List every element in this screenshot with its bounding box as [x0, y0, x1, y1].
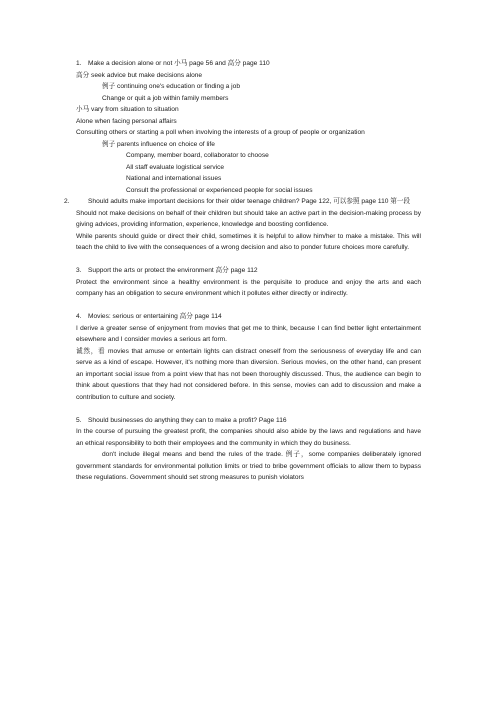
text-line: National and international issues — [126, 175, 222, 182]
document-page — [64, 58, 421, 484]
text-line: Consult the professional or experienced people for social issues — [126, 186, 313, 194]
section-number: 4. — [76, 313, 82, 320]
paragraph: Should not make decisions on behalf of their children but should take an active part in the decision-making process by giving advices, providing information, experience, knowledge and boosting confidence. — [76, 209, 421, 228]
section-number: 3. — [76, 267, 82, 274]
section-5-heading — [76, 415, 421, 427]
text-line: 小马 vary from situation to situation — [76, 106, 179, 113]
heading-text: Should businesses do anything they can to make a profit? Page 116 — [88, 416, 287, 424]
text-line: All staff evaluate logistical service — [126, 163, 225, 171]
section-3-heading — [76, 265, 421, 277]
spacer — [76, 300, 421, 312]
heading-text: Movies: serious or entertaining 高分 page 114 — [88, 313, 222, 320]
heading-text: Should adults make important decisions for their older teenage children? Page 122, 可以参照 page 110 第一段 — [88, 198, 411, 205]
text-line: Alone when facing personal affairs — [76, 117, 177, 125]
paragraph: 诚然，看 movies that amuse or entertain lights can distract oneself from the seriousness of everyday life and can serve as a kind of escape. However, it's nothing more than diversion. Serious movies, on the other hand, can present an important social issue from a point view that has not been thoroughly discussed. Thus, the audience can begin to think about questions that they had not considered before. In this sense, movies can add to discussion and make a contribution to culture and society. — [76, 347, 421, 401]
section-number: 1. — [76, 60, 82, 67]
heading-text: Support the arts or protect the environment 高分 page 112 — [88, 267, 258, 274]
heading-text: Make a decision alone or not 小马 page 56 and 高分 page 110 — [88, 60, 270, 67]
paragraph: don't include illegal means and bend the rules of the trade. 例子，some companies deliberately ignored government standards for environmental pollution limits or tried to bribe government officials to allow them to bypass these regulations. Government should set strong measures to punish violators — [76, 451, 421, 481]
text-line: Change or quit a job within family members — [102, 94, 229, 102]
section-number: 2. — [64, 198, 70, 205]
section-2-heading — [64, 196, 421, 208]
section-1-heading — [76, 58, 421, 70]
spacer — [76, 403, 421, 415]
paragraph: Protect the environment since a healthy environment is the perquisite to produce and enjoy the arts and each company has an obligation to secure environment which it pollutes either directly or indirectly. — [76, 278, 421, 297]
text-line: 高分 seek advice but make decisions alone — [76, 71, 203, 79]
text-line: Company, member board, collaborator to choose — [126, 152, 269, 159]
text-line: Consulting others or starting a poll when involving the interests of a group of people or organization — [76, 129, 365, 136]
section-number: 5. — [76, 416, 82, 424]
spacer — [76, 254, 421, 266]
text-line: 例子 continuing one's education or finding a job — [102, 83, 240, 90]
section-4-heading — [76, 311, 421, 323]
text-line: 例子 parents influence on choice of life — [102, 140, 215, 148]
paragraph: While parents should guide or direct their child, sometimes it is helpful to allow him/her to make a mistake. This will teach the child to live with the consequences of a wrong decision and also to ponder future choices more carefully. — [76, 232, 421, 251]
paragraph: I derive a greater sense of enjoyment from movies that get me to think, because I can find better light entertainment elsewhere and I consider movies a serious art form. — [76, 324, 421, 343]
paragraph: In the course of pursuing the greatest profit, the companies should also abide by the laws and regulations and have an ethical responsibility to both their employees and the community in which they do business. — [76, 428, 421, 447]
